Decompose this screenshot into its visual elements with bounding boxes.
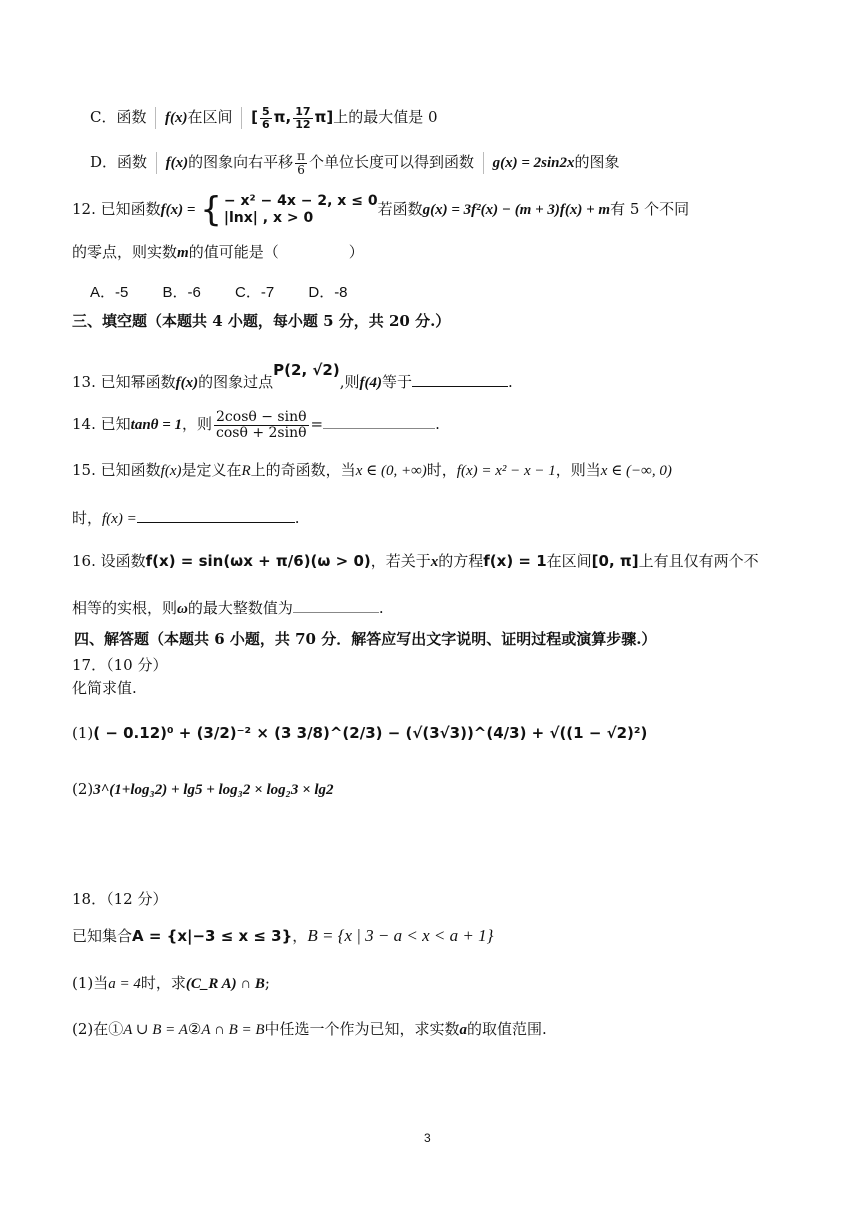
q17-part2: (2)3^(1+log₃2) + lg5 + log₃2 × log₂3 × lg2 [72,780,334,798]
divider [155,107,156,129]
q14-fraction: $\frac{2\cos\theta - \sin\theta}{\cos\theta + 2\sin\theta}$ [216,409,307,441]
divider [483,152,484,174]
section-4-title: 四、解答题（本题共 6 小题，共 70 分．解答应写出文字说明、证明过程或演算步骤.） [74,630,657,648]
q17-part1: (1)( − 0.12)⁰ + (3/2)⁻² × (3 3/8)^(2/3) − (√(3√3))^(4/3) + √((1 − √2)²) [72,724,648,742]
q12-line1: 12. 已知函数f(x) = { − x² − 4x − 2, x ≤ 0 |lnx| , x > 0 若函数g(x) = 3f²(x) − (m + 3)f(x) + m有 5 个不同 [72,190,690,230]
q13: 13. 已知幂函数f(x)的图象过点P(2, √2),则f(4)等于 . [72,361,513,391]
answer-blank[interactable] [137,508,295,523]
q18-head: 18．（12 分） [72,890,168,908]
page-number: 3 [424,1131,431,1145]
q11-option-d: D．函数 f(x)的图象向右平移 $\frac{\pi}{6}$ 个单位长度可以得到函数 g(x) = 2sin2x的图象 [90,149,620,177]
q18-part1: (1)当a = 4时，求(C_R A) ∩ B; [72,974,270,992]
answer-blank[interactable] [293,598,379,613]
divider [241,107,242,129]
q11-option-c: C．函数 f(x)在区间 [ $\frac{5}{6}$ π, $\frac{17}{12}$ π]上的最大值是 0 [90,105,438,131]
q17-head: 17．（10 分） [72,656,168,674]
q17-sub: 化简求值. [72,679,137,697]
section-3-title: 三、填空题（本题共 4 小题，每小题 5 分，共 20 分.） [72,312,451,330]
q16-line1: 16. 设函数f(x) = sin(ωx + π/6)(ω > 0)，若关于x的方程f(x) = 1在区间[0, π]上有且仅有两个不 [72,552,759,570]
answer-blank[interactable] [323,414,435,429]
q18-part2: (2)在①A ∪ B = A②A ∩ B = B中任选一个作为已知，求实数a的取值范围. [72,1020,547,1038]
q12-line2: 的零点，则实数m的值可能是（ ） [72,243,364,261]
divider [156,152,157,174]
q15-line2: 时，f(x) = . [72,509,300,527]
q18-line1: 已知集合A = {x|−3 ≤ x ≤ 3}，B = {x | 3 − a < x < a + 1} [72,926,494,945]
q15-line1: 15. 已知函数f(x)是定义在R上的奇函数，当x ∈ (0, +∞)时，f(x) = x² − x − 1，则当x ∈ (−∞, 0) [72,461,672,479]
q14: 14. 已知tanθ = 1，则 $\frac{2\cos\theta - \sin\theta}{\cos\theta + 2\sin\theta}$ = . [72,409,440,441]
q12-options: A．-5 B．-6 C．-7 D．-8 [90,284,348,301]
piecewise-function: { − x² − 4x − 2, x ≤ 0 |lnx| , x > 0 [200,190,378,230]
answer-blank[interactable] [412,372,508,387]
q16-line2: 相等的实根，则ω的最大整数值为 . [72,599,384,617]
